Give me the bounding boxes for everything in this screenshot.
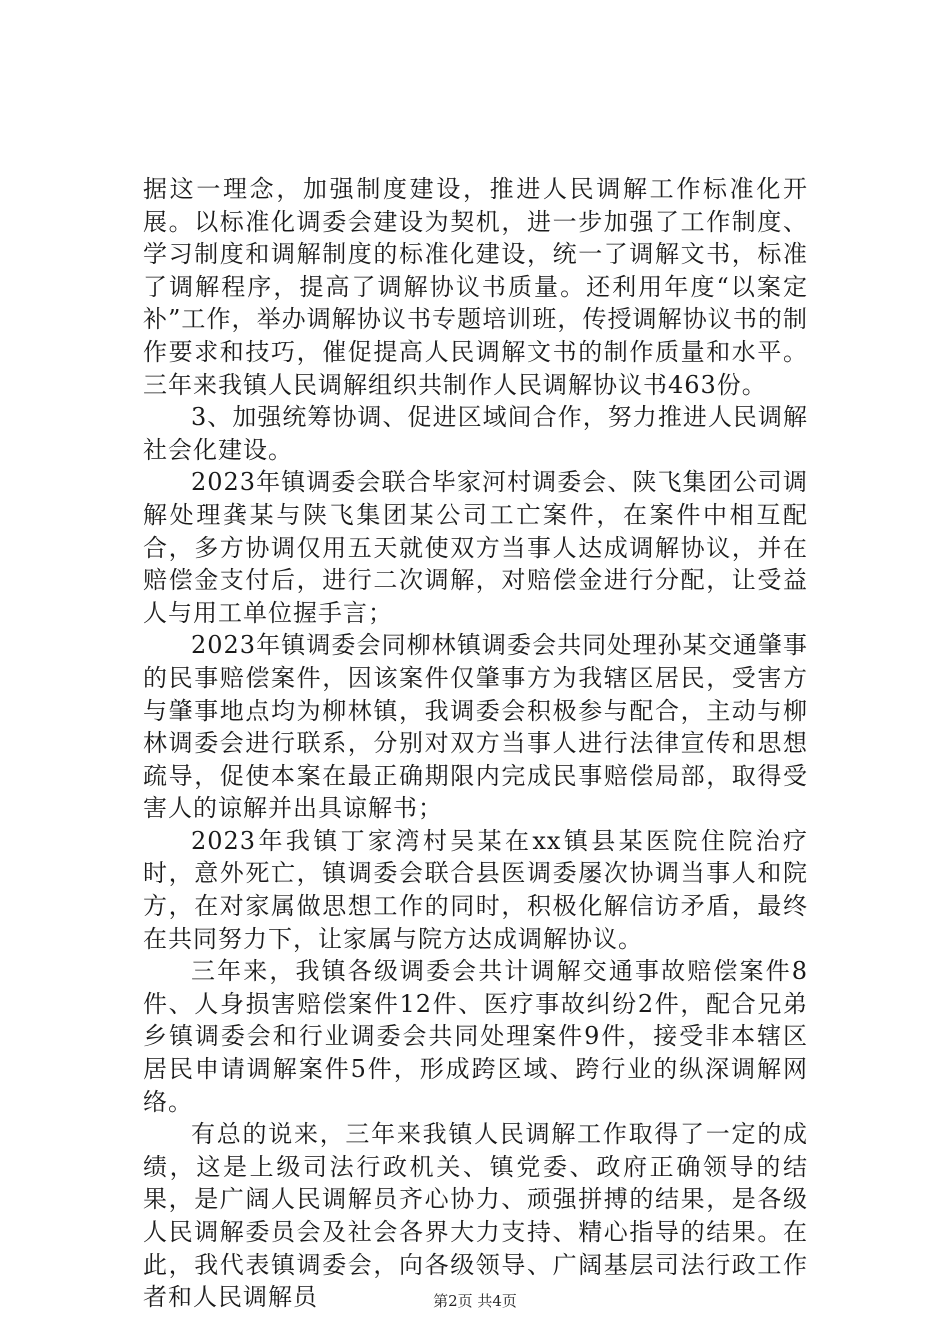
paragraph-1: 据这一理念，加强制度建设，推进人民调解工作标准化开展。以标准化调委会建设为契机，进一步加强了工作制度、学习制度和调解制度的标准化建设，统一了调解文书，标准了调解程序，提高了调解协议书质量。还利用年度“以案定补”工作，举办调解协议书专题培训班，传授调解协议书的制作要求和技巧，催促提高人民调解文书的制作质量和水平。三年来我镇人民调解组织共制作人民调解协议书463份。 [143,175,808,399]
paragraph-5: 2023年我镇丁家湾村吴某在xx镇县某医院住院治疗时，意外死亡，镇调委会联合县医调委屡次协调当事人和院方，在对家属做思想工作的同时，积极化解信访矛盾，最终在共同努力下，让家属与院方达成调解协议。 [143,826,808,953]
paragraph-3: 2023年镇调委会联合毕家河村调委会、陕飞集团公司调解处理龚某与陕飞集团某公司工亡案件，在案件中相互配合，多方协调仅用五天就使双方当事人达成调解协议，并在赔偿金支付后，进行二次调解，对赔偿金进行分配，让受益人与用工单位握手言； [143,468,808,627]
document-body [143,173,808,1314]
paragraph-7: 有总的说来，三年来我镇人民调解工作取得了一定的成绩，这是上级司法行政机关、镇党委、政府正确领导的结果，是广阔人民调解员齐心协力、顽强拼搏的结果，是各级人民调解委员会及社会各界大力支持、精心指导的结果。在此，我代表镇调委会，向各级领导、广阔基层司法行政工作者和人民调解员 [143,1120,808,1312]
paragraph-2: 3、加强统筹协调、促进区域间合作，努力推进人民调解社会化建设。 [143,403,808,464]
paragraph-6: 三年来，我镇各级调委会共计调解交通事故赔偿案件8件、人身损害赔偿案件12件、医疗事故纠纷2件，配合兄弟乡镇调委会和行业调委会共同处理案件9件，接受非本辖区居民申请调解案件5件，形成跨区域、跨行业的纵深调解网络。 [143,957,808,1116]
paragraph-4: 2023年镇调委会同柳林镇调委会共同处理孙某交通肇事的民事赔偿案件，因该案件仅肇事方为我辖区居民，受害方与肇事地点均为柳林镇，我调委会积极参与配合，主动与柳林调委会进行联系，分别对双方当事人进行法律宣传和思想疏导，促使本案在最正确期限内完成民事赔偿局部，取得受害人的谅解并出具谅解书； [143,631,808,823]
page-number-footer: 第2页 共4页 [433,1292,517,1310]
